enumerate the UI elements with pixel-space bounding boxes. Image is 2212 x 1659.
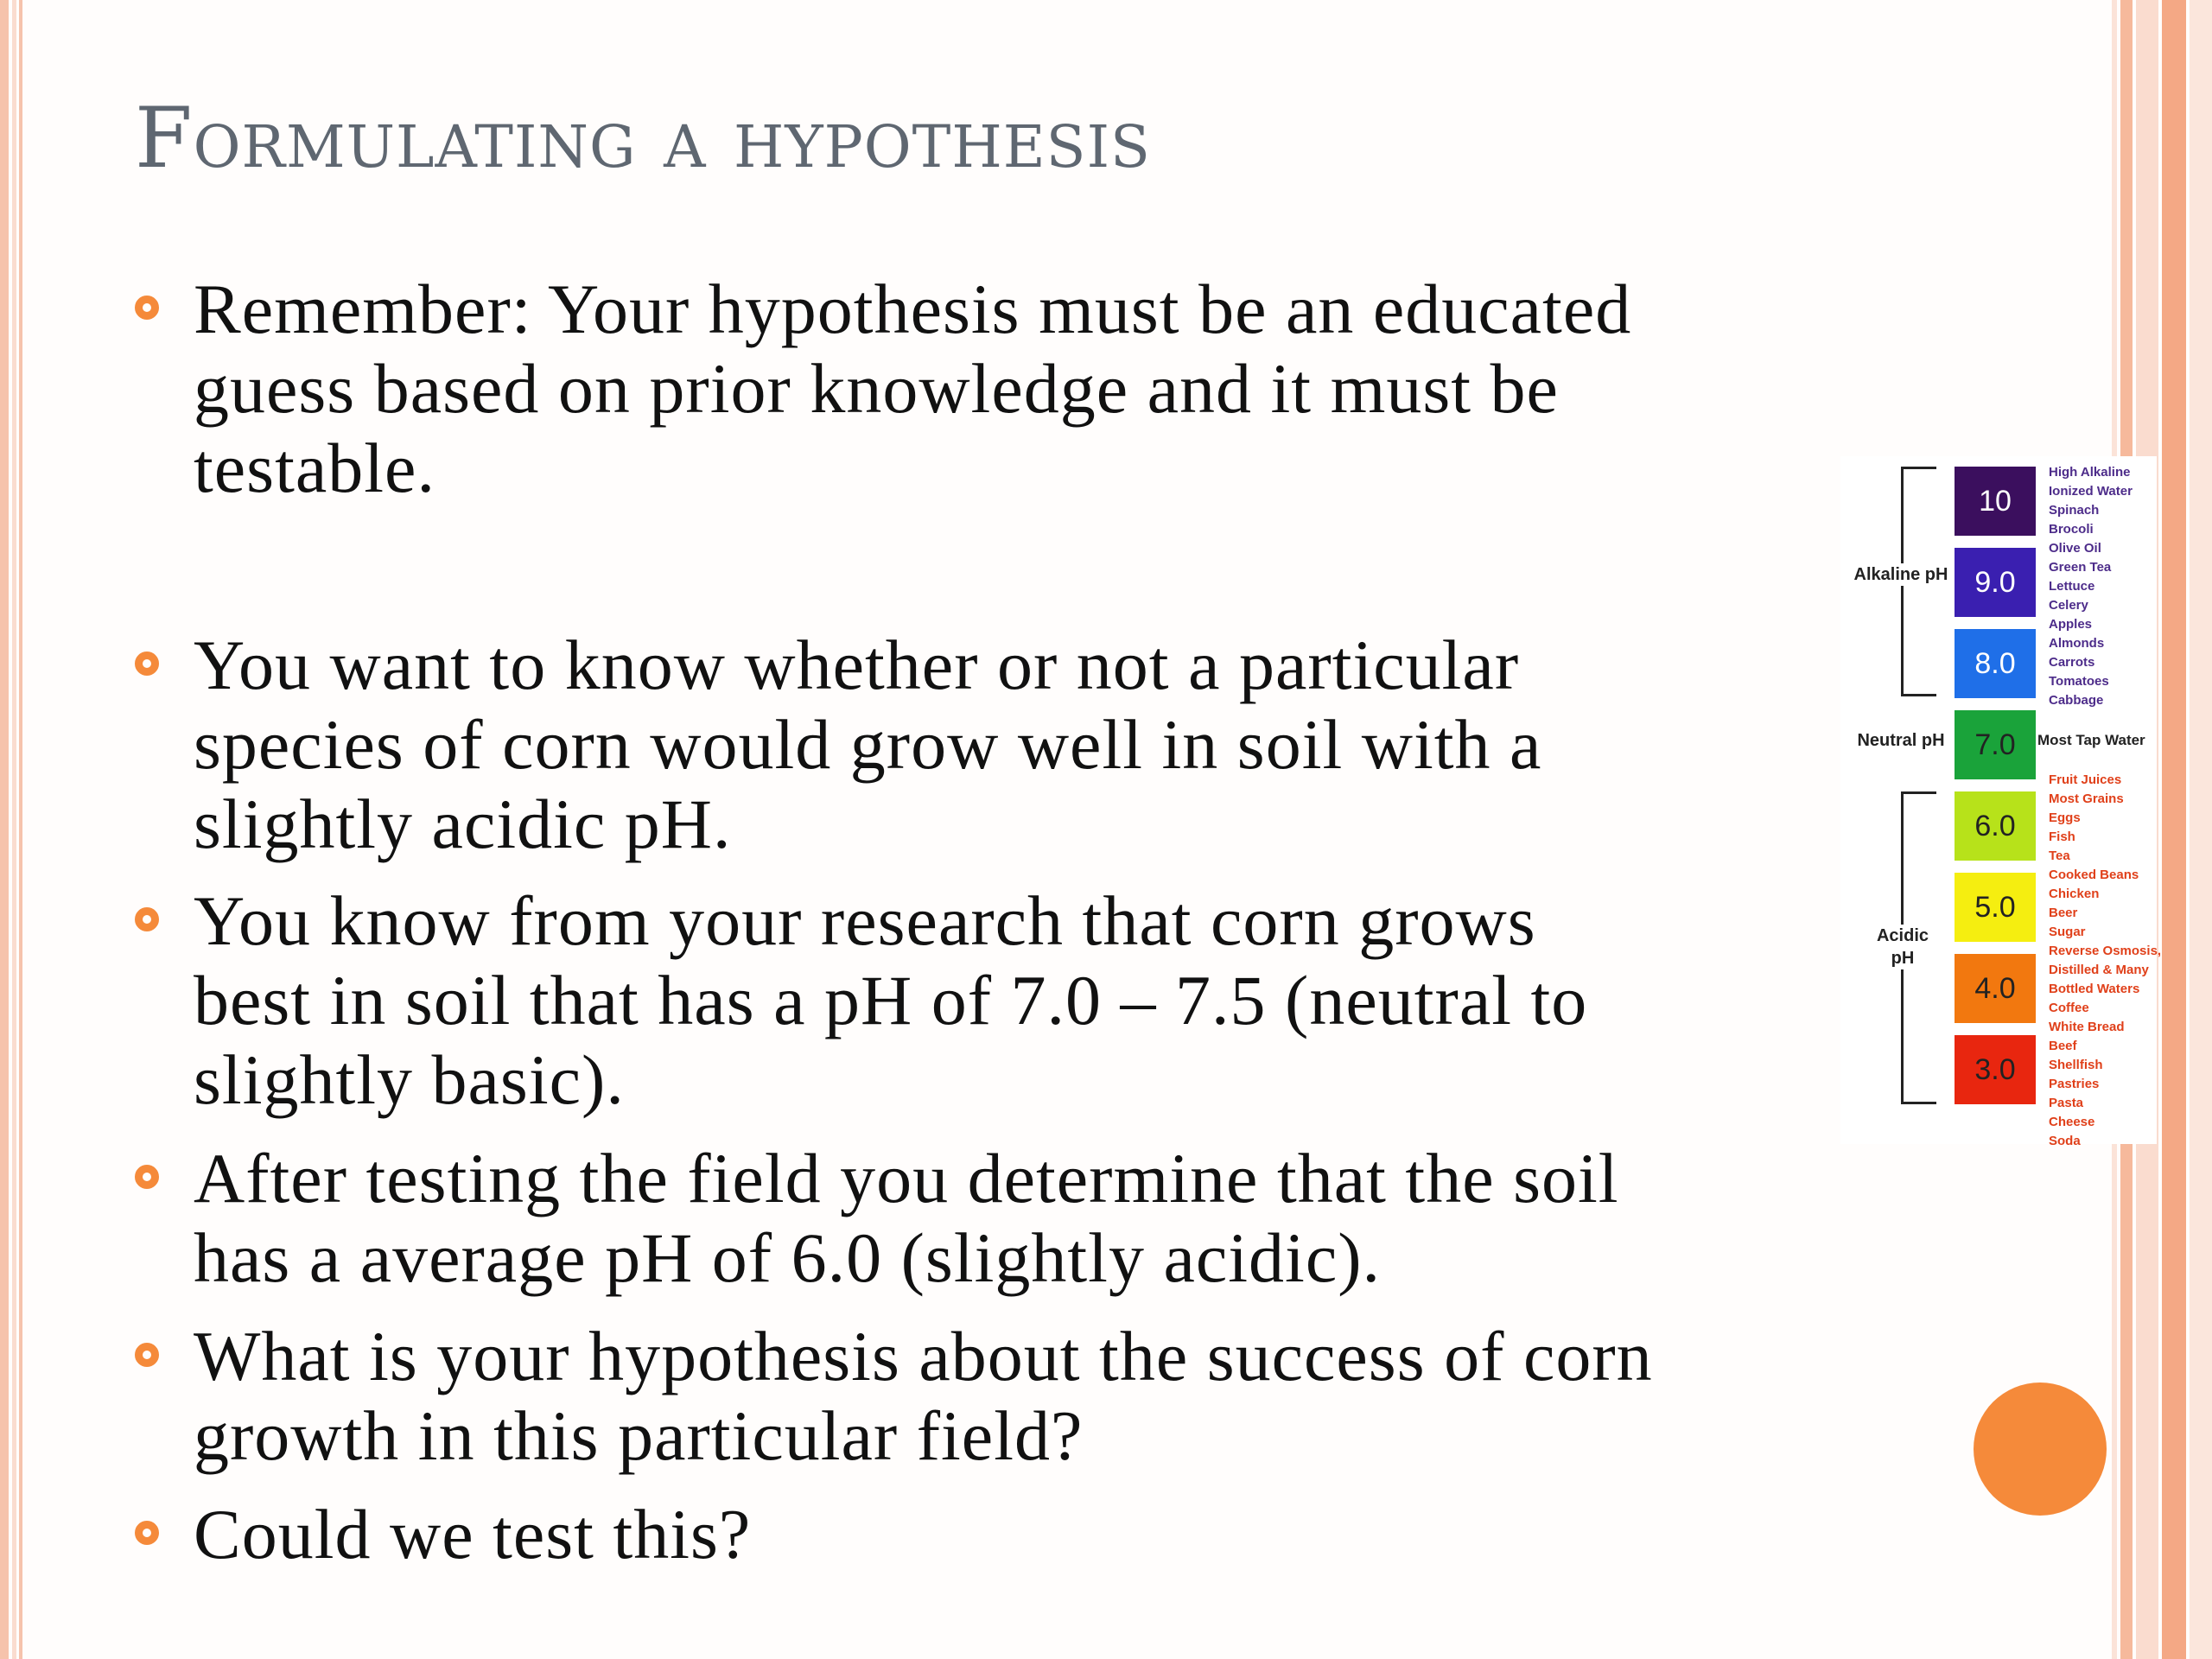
food-item: Fruit Juices	[2049, 772, 2122, 787]
food-item: Eggs	[2049, 810, 2081, 825]
ph-box-8: 8.0	[1955, 629, 2036, 698]
food-item: Bottled Waters	[2049, 982, 2140, 996]
ph-box-3: 3.0	[1955, 1035, 2036, 1104]
ph-box-9: 9.0	[1955, 548, 2036, 617]
ph-box-5: 5.0	[1955, 873, 2036, 942]
bullet-question	[135, 1317, 1653, 1476]
neutral-food: Most Tap Water	[2037, 732, 2145, 748]
food-item: Most Grains	[2049, 791, 2124, 806]
bullet-line: Could we test this?	[194, 1495, 752, 1573]
food-item: Beer	[2049, 906, 2078, 920]
bullet-line: testable.	[194, 429, 435, 507]
food-item: Tomatoes	[2049, 674, 2109, 689]
food-item: Spinach	[2049, 503, 2100, 518]
bullet-marker-icon	[135, 652, 159, 676]
ph-box-7: 7.0	[1955, 710, 2036, 779]
food-item: Beef	[2049, 1039, 2077, 1053]
food-item: Green Tea	[2049, 560, 2112, 575]
food-item: Distilled & Many	[2049, 963, 2149, 977]
food-item: Carrots	[2049, 655, 2095, 670]
left-border-stripe	[12, 0, 16, 1659]
food-item: Apples	[2049, 617, 2093, 632]
bullet-text	[194, 270, 1631, 508]
decorative-circle	[1974, 1382, 2107, 1516]
bullet-line: You know from your research that corn grows	[194, 881, 1536, 960]
bullet-line: guess based on prior knowledge and it must be	[194, 349, 1559, 428]
bullet-test	[135, 1495, 751, 1574]
bullet-marker-icon	[135, 1165, 159, 1189]
ph-box-10: 10	[1955, 467, 2036, 536]
bullet-testing	[135, 1139, 1619, 1298]
food-item: Shellfish	[2049, 1058, 2103, 1072]
acidic-foods-list	[2049, 771, 2161, 1151]
bullet-line: You want to know whether or not a particular	[194, 626, 1520, 704]
bullet-line: best in soil that has a pH of 7.0 – 7.5 (neutral to	[194, 961, 1588, 1039]
slide-title: Formulating a hypothesis	[135, 90, 1151, 187]
bullet-line: slightly acidic pH.	[194, 785, 732, 863]
bullet-line: species of corn would grow well in soil with a	[194, 705, 1542, 784]
food-item: Pasta	[2049, 1096, 2084, 1110]
left-border-stripe	[19, 0, 22, 1659]
bullet-marker-icon	[135, 1343, 159, 1367]
food-item: Brocoli	[2049, 522, 2094, 537]
neutral-label: Neutral pH	[1853, 729, 1949, 752]
right-border-stripe	[2162, 0, 2186, 1659]
food-item: Almonds	[2049, 636, 2105, 651]
food-item: Chicken	[2049, 887, 2100, 901]
food-item: Cabbage	[2049, 693, 2104, 708]
food-item: Lettuce	[2049, 579, 2095, 594]
bullet-marker-icon	[135, 296, 159, 320]
bullet-research	[135, 881, 1587, 1120]
food-item: Celery	[2049, 598, 2088, 613]
bullet-line: has a average pH of 6.0 (slightly acidic).	[194, 1218, 1382, 1297]
bullet-line: What is your hypothesis about the success of corn	[194, 1317, 1653, 1395]
bullet-text	[194, 1495, 751, 1574]
acidic-label: Acidic pH	[1876, 926, 1929, 968]
food-item: Cheese	[2049, 1115, 2095, 1129]
left-border-stripe	[0, 0, 9, 1659]
food-item: White Bread	[2049, 1020, 2125, 1034]
alkaline-foods-list	[2049, 463, 2133, 710]
bullet-marker-icon	[135, 907, 159, 931]
food-item: Olive Oil	[2049, 541, 2101, 556]
food-item: Cooked Beans	[2049, 868, 2139, 882]
bullet-line: growth in this particular field?	[194, 1396, 1084, 1475]
bullet-marker-icon	[135, 1521, 159, 1545]
food-item: Soda	[2049, 1134, 2081, 1148]
bullet-text	[194, 1317, 1653, 1476]
bullet-line: After testing the field you determine that the soil	[194, 1139, 1619, 1217]
bullet-text	[194, 626, 1541, 864]
ph-box-6: 6.0	[1955, 791, 2036, 861]
food-item: High Alkaline	[2049, 465, 2131, 480]
food-item: Fish	[2049, 830, 2075, 844]
ph-box-4: 4.0	[1955, 954, 2036, 1023]
bullet-line: slightly basic).	[194, 1040, 625, 1119]
food-item: Tea	[2049, 849, 2070, 863]
bullet-text	[194, 1139, 1619, 1298]
food-item: Reverse Osmosis,	[2049, 944, 2162, 958]
food-item: Sugar	[2049, 925, 2086, 939]
bullet-want-to-know	[135, 626, 1541, 864]
bullet-remember	[135, 270, 1631, 508]
bullet-line: Remember: Your hypothesis must be an educated	[194, 270, 1632, 348]
food-item: Pastries	[2049, 1077, 2100, 1091]
ph-scale-figure	[1840, 456, 2162, 1148]
alkaline-label: Alkaline pH	[1853, 565, 1948, 584]
food-item: Ionized Water	[2049, 484, 2133, 499]
bullet-text	[194, 881, 1587, 1120]
food-item: Coffee	[2049, 1001, 2089, 1015]
right-border-stripe	[2190, 0, 2212, 1659]
